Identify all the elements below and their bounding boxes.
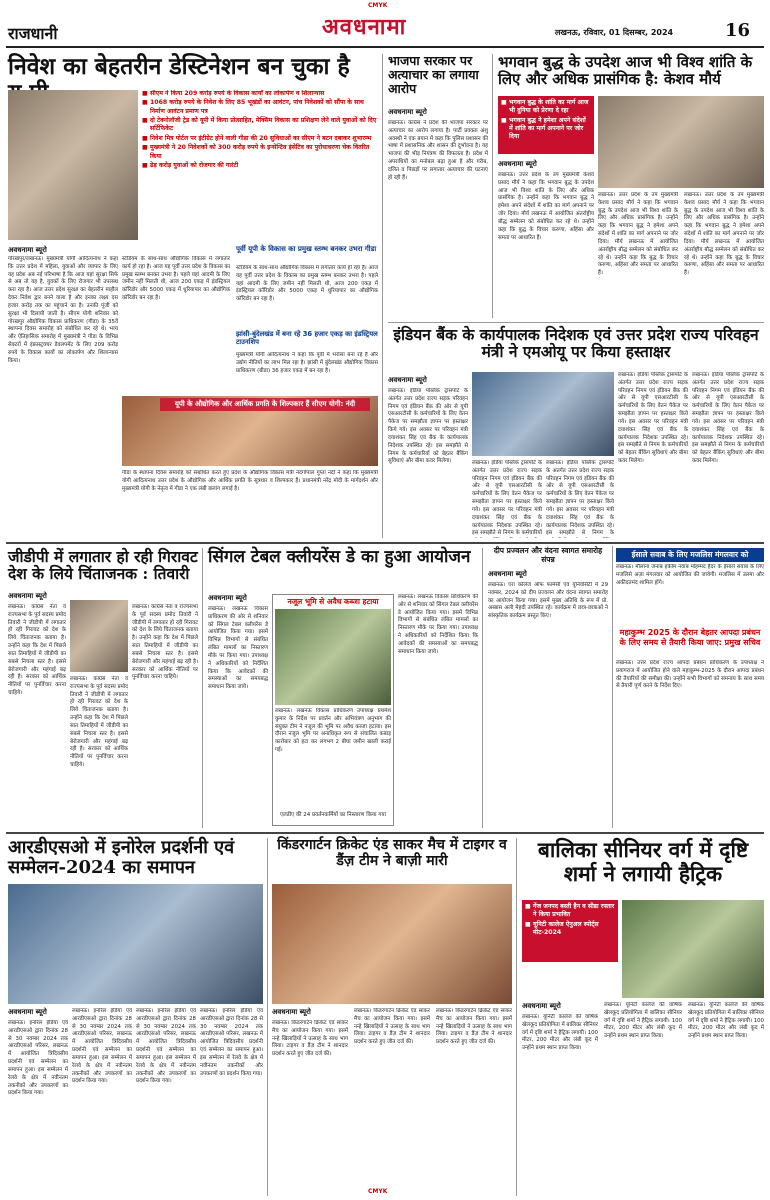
art1-bullet: ■ 1068 करोड़ रुपये के निवेश के लिए 85 भूखंडों का आवंटन, पांच निवेशकों को सौंपा के साथ निर्माण आवंटन प्रमाण पत्र	[142, 99, 378, 116]
art8-headline: ईसाले सवाब के लिए मजलिस मंगलवार को	[616, 548, 764, 562]
art11-body-col2: लखनऊ। यूनिटी कालेज की वार्षिक खेलकूद प्रतियोगिता में बालिका सीनियर वर्ग में दृष्टि शर्मा ने हैट्रिक लगायी। 100 मीटर, 200 मीटर और लंबी कूद में उन्होंने प्रथम स्थान प्राप्त किया।	[604, 1002, 682, 1040]
art1-bullet: ■ ढेड़ करोड़ युवाओं को रोजगार की गारंटी	[142, 162, 378, 170]
art5-headline: जीडीपी में लगातार हो रही गिरावट देश के लिये चिंताजनक : तिवारी	[8, 547, 198, 584]
art3-photo	[598, 96, 764, 188]
art4-photo	[472, 372, 614, 456]
art1-sub3-text: गीडा के स्थापना दिवस समारोह को संबोधित करते हुए प्रदेश के औद्योगिक विकास मंत्री नंदगोपाल गुप्ता नंदी ने कहा कि मुख्यमंत्री योगी आदित्यनाथ उत्तर प्रदेश के औद्योगिक और आर्थिक प्रगति के सूत्रधार व शिल्पकार हैं। प्रधानमंत्री नरेंद्र मोदी के मार्गदर्शन और मुख्यमंत्री योगी के नेतृत्व में गीडा ने एक लंबी छलांग लगाई है।	[122, 470, 378, 492]
art1-body: गोरखपुर/लखनऊ। मुख्यमंत्री योगी आदित्यनाथ ने कहा कि उत्तर प्रदेश में महिला, युवाओं और व्यापार के लिए यह प्रदेश अब नई परिभाषा है कि आज यहां सुरक्षा सिर्फ से अब तो यह है, युवकों के लिए रोजगार भी उपलब्ध करा रहा है। आज उत्तर प्रदेश सुरक्षा का बेहतरीन माहौल देकर निवेश द्वार बनने वाला है और इनका लक्ष्य दस हजार करोड़ तक का पहुंचाने का है। उनकी पूंजी को सुरक्षा भी दिलायी जाती है। सीएम योगी शनिवार को गोरखपुर औद्योगिक विकास प्राधिकरण (गीडा) के 35वें स्थापना दिवस समारोह को संबोधित कर रहे थे। भव्य और ऐतिहासिक समारोह में मुख्यमंत्री ने गीडा के विभिन्न सेक्टरों में इंफ्रास्ट्रक्चर डेवलपमेंट के लिए 209 करोड़ रुपये के विकास कार्यों का लोकार्पण और शिलान्यास किया।	[8, 256, 118, 364]
divider	[202, 548, 203, 828]
art1-headline: निवेश का बेहतरीन डेस्टिनेशन बन चुका है	[8, 53, 350, 80]
page-number: 16	[725, 20, 751, 41]
art9-body-col3: लखनऊ। इनोरेल इंडिया एवं आरडीएसओ द्वारा दिनांक 28 से 30 नवम्बर 2024 तक आरडीएसओ परिसर, लखनऊ में आयोजित त्रिदिवसीय प्रदर्शनी एवं सम्मेलन का समापन हुआ। इस सम्मेलन में रेलवे के क्षेत्र में नवीनतम तकनीकों और उपकरणों का प्रदर्शन किया गया।	[136, 1008, 196, 1085]
art5-byline: अवधनामा ब्यूरो	[8, 592, 47, 600]
art9-headline: आरडीएसओ में इनोरेल प्रदर्शनी एवं सम्मेलन-2024 का समापन	[8, 837, 235, 879]
art2-byline: अवधनामा ब्यूरो	[388, 108, 427, 116]
art4-headline: इंडियन बैंक के कार्यपालक निदेशक एवं उत्तर प्रदेश राज्य परिवहन मंत्री ने एमओयू पर किया हस्ताक्षर	[393, 325, 759, 362]
cmyk-bottom: CMYK	[368, 1188, 388, 1195]
art3-body-col2: लखनऊ। उत्तर प्रदेश के उप मुख्यमंत्री केशव प्रसाद मौर्य ने कहा कि भगवान बुद्ध के उपदेश आज भी विश्व शांति के लिए और अधिक प्रासंगिक है। उन्होंने कहा कि भगवान बुद्ध ने हमेशा अपने संदेशों में शांति का मार्ग अपनाने पर जोर दिया। मौर्य लखनऊ में आयोजित अंतर्राष्ट्रीय बौद्ध सम्मेलन को संबोधित कर रहे थे। उन्होंने कहा कि बुद्ध के विचार करुणा, अहिंसा और समता पर आधारित हैं।	[598, 192, 678, 277]
art4-body-col3: लखनऊ। इंडिया पब्लिक ट्रांसपोर्ट के अंतर्गत उत्तर प्रदेश राज्य सड़क परिवहन निगम एवं इंडियन बैंक की ओर से यूपी एसआरटीसी के कर्मचारियों के लिए वेतन पैकेज पर समझौता ज्ञापन पर हस्ताक्षर किये गये। इस अवसर पर परिवहन मंत्री दयाशंकर सिंह एवं बैंक के कार्यपालक निदेशक उपस्थित रहे। इस समझौते से निगम के	[546, 460, 614, 537]
logo: अवधनामा	[322, 14, 407, 40]
art9-body-col2: लखनऊ। इनोरेल इंडिया एवं आरडीएसओ द्वारा दिनांक 28 से 30 नवम्बर 2024 तक आरडीएसओ परिसर, लखनऊ में आयोजित त्रिदिवसीय प्रदर्शनी एवं सम्मेलन का समापन हुआ। इस सम्मेलन में रेलवे के क्षेत्र में नवीनतम तकनीकों और उपकरणों का प्रदर्शन किया गया।	[72, 1008, 132, 1085]
art7-body: लखनऊ। एरा कॉलेज ऑफ फार्मेसी एवं यूनिवर्सिटी में 29 नवम्बर, 2024 को दीप प्रज्वलन और वंदना स्वागत समारोह का आयोजन किया गया। इसमें मुख्य अतिथि के रूप में प्रो. अब्बास अली मेहदी उपस्थित रहे। कार्यक्रम में छात्र-छात्राओं ने सांस्कृतिक कार्यक्रम प्रस्तुत किए।	[488, 582, 608, 620]
art5-body: लखनऊ। कांग्रेस नेता व राज्यसभा के पूर्व सदस्य प्रमोद तिवारी ने जीडीपी में लगातार हो रही गिरावट को देश के लिये चिंताजनक बताया है। उन्होंने कहा कि देश में पिछले सात तिमाहियों में जीडीपी का सबसे निचला स्तर है। इससे बेरोजगारी और महंगाई बढ़ रही है। सरकार को आर्थिक नीतियों पर पुनर्विचार करना चाहिये।	[8, 604, 66, 697]
art5-photo	[70, 600, 128, 672]
art4-body-col4: लखनऊ। इंडिया पब्लिक ट्रांसपोर्ट के अंतर्गत उत्तर प्रदेश राज्य सड़क परिवहन निगम एवं इंडियन बैंक की ओर से यूपी एसआरटीसी के कर्मचारियों के लिए वेतन पैकेज पर समझौता ज्ञापन पर हस्ताक्षर किये गये। इस अवसर पर परिवहन मंत्री दयाशंकर सिंह एवं बैंक के कार्यपालक निदेशक उपस्थित रहे। इस समझौते से निगम के कर्मचारियों को बेहतर बैंकिंग सुविधाएं और बीमा कवर मिलेगा।	[618, 372, 688, 465]
art11-photo	[622, 900, 764, 998]
art6-box-caption: एलडीए की 24 प्रवर्तनकर्मियों का निस्तारण किया गया	[279, 812, 387, 818]
art6-body-col3: लखनऊ। लखनऊ विकास प्राधिकरण की ओर से शनिवार को सिंगल टेबल क्लीयरेंस डे आयोजित किया गया। इसमें विभिन्न विभागों से संबंधित लंबित मामलों का निस्तारण मौके पर किया गया। उपाध्यक्ष ने अधिकारियों को निर्देशित किया कि आवेदकों की समस्याओं का समयबद्ध समाधान किया जाये।	[398, 594, 478, 655]
art8-text: लखनऊ। मौलाना जनाब हकीम नवाब मोहम्मद हैदर के ईसाले सवाब के लिए मजलिसे अज़ा मंगलवार को आयोजित की जायेगी। मजलिस में उलमा और अकीदतमंद शामिल होंगे।	[616, 564, 764, 586]
art3-bullet: ■ भगवान बुद्ध के शांति का मार्ग आज भी दुनिया को प्रेरणा दे रहा	[501, 99, 591, 116]
art1-bullet: ■ मुख्यमंत्री ने 20 निवेशकों को 300 करोड़ रुपये के इन्सेन्टिव इंसेटिव का पुरोधाधरणा चेक वितरित किया	[142, 144, 378, 161]
art3-byline: अवधनामा ब्यूरो	[498, 160, 537, 168]
art10-byline: अवधनामा ब्यूरो	[272, 1008, 311, 1016]
art9-body-col4: लखनऊ। इनोरेल इंडिया एवं आरडीएसओ द्वारा दिनांक 28 से 30 नवम्बर 2024 तक आरडीएसओ परिसर, लखनऊ में आयोजित त्रिदिवसीय प्रदर्शनी एवं सम्मेलन का समापन हुआ। इस सम्मेलन में रेलवे के क्षेत्र में नवीनतम तकनीकों और उपकरणों का प्रदर्शन किया गया।	[200, 1008, 263, 1077]
art11-headline: बालिका सीनियर वर्ग में दृष्टि शर्मा ने लगायी हैट्रिक	[537, 837, 749, 886]
art1-bullets	[142, 90, 378, 240]
art5-body-col3: लखनऊ। कांग्रेस नेता व राज्यसभा के पूर्व सदस्य प्रमोद तिवारी ने जीडीपी में लगातार हो रही गिरावट को देश के लिये चिंताजनक बताया है। उन्होंने कहा कि देश में पिछले सात तिमाहियों में जीडीपी का सबसे निचला स्तर है। इससे बेरोजगारी और महंगाई बढ़ रही है। सरकार को आर्थिक नीतियों पर पुनर्विचार करना चाहिये।	[132, 604, 198, 681]
art8-headline2: महाकुम्भ 2025 के दौरान बेहतर आपदा प्रबंधन के लिए समय से तैयारी किया जाए: प्रमुख सचिव	[619, 628, 761, 647]
divider	[388, 322, 764, 323]
art2-body: लखनऊ। कांग्रेस ने प्रदेश की भाजपा सरकार पर अत्याचार का आरोप लगाया है। पार्टी प्रवक्ता अंशु अवस्थी ने एक बयान में कहा कि पुलिस प्रशासन की भाषा में प्रशासनिक और शासन की दुर्भावना है। यह भाजपा की भीड़ नियंत्रण की विफलता है। प्रदेश में अपराधियों का मनोबल बढ़ा हुआ है और गरीब, दलित व पिछड़ों पर लगातार अत्याचार की घटनाएं हो रही हैं।	[388, 120, 488, 181]
art1-sub2-text: मुख्यमंत्री योगी आदित्यनाथ ने कहा कि पूर्वी में भरोसा बना रहे हैं और उद्योग नीतियों का लाभ मिल रहा है। झांसी में बुंदेलखंड औद्योगिक विकास प्राधिकरण (बीडा) 36 हजार एकड़ में बन रहा है।	[236, 352, 378, 374]
art6-headline: सिंगल टेबल क्लीयरेंस डे का हुआ आयोजन	[208, 547, 471, 567]
art1-bullet: ■ निवेश मित्र पोर्टल पर इंटीग्रेट होने वाली गीडा की 20 सुविधाओं का सीएम ने बटन दबाकर शुभारम्भ	[142, 135, 378, 143]
art7-byline: अवधनामा ब्यूरो	[488, 570, 527, 578]
art9-body: लखनऊ। इनोरेल इंडिया एवं आरडीएसओ द्वारा दिनांक 28 से 30 नवम्बर 2024 तक आरडीएसओ परिसर, लखनऊ में आयोजित त्रिदिवसीय प्रदर्शनी एवं सम्मेलन का समापन हुआ। इस सम्मेलन में रेलवे के क्षेत्र में नवीनतम तकनीकों और उपकरणों का प्रदर्शन किया गया।	[8, 1020, 68, 1097]
art6-body: लखनऊ। लखनऊ विकास प्राधिकरण की ओर से शनिवार को सिंगल टेबल क्लीयरेंस डे आयोजित किया गया। इसमें विभिन्न विभागों से संबंधित लंबित मामलों का निस्तारण मौके पर किया गया। उपाध्यक्ष ने अधिकारियों को निर्देशित किया कि आवेदकों की समस्याओं का समयबद्ध समाधान किया जाये।	[208, 606, 268, 691]
art6-box	[272, 594, 394, 826]
masthead-rule	[6, 46, 764, 48]
cmyk-top: CMYK	[368, 2, 388, 9]
art3-body-col3: लखनऊ। उत्तर प्रदेश के उप मुख्यमंत्री केशव प्रसाद मौर्य ने कहा कि भगवान बुद्ध के उपदेश आज भी विश्व शांति के लिए और अधिक प्रासंगिक है। उन्होंने कहा कि भगवान बुद्ध ने हमेशा अपने संदेशों में शांति का मार्ग अपनाने पर जोर दिया। मौर्य लखनऊ में आयोजित अंतर्राष्ट्रीय बौद्ध सम्मेलन को संबोधित कर रहे थे। उन्होंने कहा कि बुद्ध के विचार करुणा, अहिंसा और समता पर आधारित हैं।	[684, 192, 764, 277]
art11-body-col3: लखनऊ। यूनिटी कालेज की वार्षिक खेलकूद प्रतियोगिता में बालिका सीनियर वर्ग में दृष्टि शर्मा ने हैट्रिक लगायी। 100 मीटर, 200 मीटर और लंबी कूद में उन्होंने प्रथम स्थान प्राप्त किया।	[688, 1002, 764, 1040]
art6-box-photo	[275, 609, 391, 705]
art5-body-col2: लखनऊ। कांग्रेस नेता व राज्यसभा के पूर्व सदस्य प्रमोद तिवारी ने जीडीपी में लगातार हो रही गिरावट को देश के लिये चिंताजनक बताया है। उन्होंने कहा कि देश में पिछले सात तिमाहियों में जीडीपी का सबसे निचला स्तर है। इससे बेरोजगारी और महंगाई बढ़ रही है। सरकार को आर्थिक नीतियों पर पुनर्विचार करना चाहिये।	[70, 676, 128, 769]
divider	[382, 54, 383, 538]
art3-bullet: ■ भगवान बुद्ध ने हमेशा अपने संदेशों में शांति का मार्ग अपनाने पर जोर दिया	[501, 117, 591, 142]
divider	[516, 838, 517, 1196]
art1-bullet: ■ दो टेक्नोलॉजी ट्रेड को यूपी में किया प्रोत्साहित, मेक्सिम विकास का प्रशिक्षण लेने वाले युवाओं को दिए सर्टिफिकेट	[142, 117, 378, 134]
art1-body-mid: स्टेडियम के साथ-साथ औद्योगिक विकास में लगातार कार्य हो रहा है। आज यह पूर्वी उत्तर प्रदेश के विकास का प्रमुख स्तम्भ बनकर उभरा है। पहले यहां आदमी के लिए जमीन नहीं मिलती थी, आज 200 एकड़ में इंडस्ट्रियल कॉरिडोर और 5000 एकड़ में धुरियापार का औद्योगिक कॉरिडोर बन रहा है।	[122, 256, 230, 302]
divider	[6, 832, 764, 834]
art11-body: लखनऊ। यूनिटी कालेज की वार्षिक खेलकूद प्रतियोगिता में बालिका सीनियर वर्ग में दृष्टि शर्मा ने हैट्रिक लगायी। 100 मीटर, 200 मीटर और लंबी कूद में उन्होंने प्रथम स्थान प्राप्त किया।	[522, 1014, 598, 1052]
divider	[612, 546, 613, 828]
art3-headline: भगवान बुद्ध के उपदेश आज भी विश्व शांति के लिए और अधिक प्रासंगिक है: केशव मौर्य	[498, 53, 753, 88]
art10-body: लखनऊ। किंडरगार्टन क्रिकेट एंड साकर मैच का आयोजन किया गया। इसमें नन्हे खिलाड़ियों ने उत्साह के साथ भाग लिया। टाइगर व डैंज़ टीम ने शानदार प्रदर्शन करते हुए जीत दर्ज की।	[272, 1020, 348, 1058]
art10-body-col2: लखनऊ। किंडरगार्टन क्रिकेट एंड साकर मैच का आयोजन किया गया। इसमें नन्हे खिलाड़ियों ने उत्साह के साथ भाग लिया। टाइगर व डैंज़ टीम ने शानदार प्रदर्शन करते हुए जीत दर्ज की।	[354, 1008, 430, 1046]
art10-headline: किंडरगार्टन क्रिकेट एंड साकर मैच में टाइगर व डैंज़ टीम ने बाज़ी मारी	[277, 837, 507, 869]
art1-bullet: ■ सीएम ने किया 209 करोड़ रुपये के विकास कार्यों का लोकार्पण व शिलान्यास	[142, 90, 378, 98]
section-label: राजधानी	[8, 24, 58, 43]
art7-sub: दीप प्रज्वलन और वंदना स्वागत समारोह संपन्न	[493, 546, 603, 565]
art1-sub2: झांसी-बुंदेलखंड में बना रहे 36 हजार एकड़ का इंडस्ट्रियल टाउनशिप	[236, 330, 378, 347]
art11-bullets-box	[522, 900, 618, 962]
art11-bullet: ■ गेंज जनपद बस्ती हैन व सीडा रफ्तार ने किया प्रभावित	[525, 903, 615, 920]
art3-bullets-box	[498, 96, 594, 154]
art6-box-text: लखनऊ। लखनऊ विकास प्राधिकरण उपाध्यक्ष प्रथमेश कुमार के निर्देश पर प्रवर्तन और अभियंत्रण अनुभाग की संयुक्त टीम ने नजूल की भूमि पर अवैध कब्जा हटाया। इस दौरान नजूल भूमि पर अनाधिकृत रूप से संचालित कबाड़ कारोबार को हटा कर लगभग 2 बीघा जमीन खाली कराई गई।	[275, 708, 391, 754]
divider	[492, 54, 493, 318]
art1-sub1-text: स्टेडियम के साथ-साथ औद्योगिक विकास में लगातार कार्य हो रहा है। आज यह पूर्वी उत्तर प्रदेश के विकास का प्रमुख स्तम्भ बनकर उभरा है। पहले यहां आदमी के लिए जमीन नहीं मिलती थी, आज 200 एकड़ में इंडस्ट्रियल कॉरिडोर और 5000 एकड़ में धुरियापार का औद्योगिक कॉरिडोर बन रहा है।	[236, 265, 378, 303]
dateline: लखनऊ, रविवार, 01 दिसम्बर, 2024	[555, 28, 674, 37]
art4-body-col2: लखनऊ। इंडिया पब्लिक ट्रांसपोर्ट के अंतर्गत उत्तर प्रदेश राज्य सड़क परिवहन निगम एवं इंडियन बैंक की ओर से यूपी एसआरटीसी के कर्मचारियों के लिए वेतन पैकेज पर समझौता ज्ञापन पर हस्ताक्षर किये गये। इस अवसर पर परिवहन मंत्री दयाशंकर सिंह एवं बैंक के कार्यपालक निदेशक उपस्थित रहे। इस समझौते से निगम के कर्मचारियों	[472, 460, 542, 537]
divider	[267, 838, 268, 1196]
art4-body-col5: लखनऊ। इंडिया पब्लिक ट्रांसपोर्ट के अंतर्गत उत्तर प्रदेश राज्य सड़क परिवहन निगम एवं इंडियन बैंक की ओर से यूपी एसआरटीसी के कर्मचारियों के लिए वेतन पैकेज पर समझौता ज्ञापन पर हस्ताक्षर किये गये। इस अवसर पर परिवहन मंत्री दयाशंकर सिंह एवं बैंक के कार्यपालक निदेशक उपस्थित रहे। इस समझौते से निगम के कर्मचारियों को बेहतर बैंकिंग सुविधाएं और बीमा कवर मिलेगा।	[692, 372, 764, 465]
art2-headline: भाजपा सरकार पर अत्याचार का लगाया आरोप	[388, 53, 479, 96]
divider	[482, 548, 483, 828]
art4-byline: अवधनामा ब्यूरो	[388, 376, 427, 384]
art1-byline: अवधनामा ब्यूरो	[8, 246, 47, 254]
art11-bullet: ■ यूनिटी कालेज ऐनुअल स्पोर्ट्स मीट-2024	[525, 921, 615, 938]
art10-body-col3: लखनऊ। किंडरगार्टन क्रिकेट एंड साकर मैच का आयोजन किया गया। इसमें नन्हे खिलाड़ियों ने उत्साह के साथ भाग लिया। टाइगर व डैंज़ टीम ने शानदार प्रदर्शन करते हुए जीत दर्ज की।	[436, 1008, 512, 1046]
art1-sub3: यूपी के औद्योगिक और आर्थिक प्रगति के शिल्पकार हैं सीएम योगी: नंदी	[160, 398, 370, 411]
art9-byline: अवधनामा ब्यूरो	[8, 1008, 47, 1016]
art6-box-title: नजूल भूमि से अवैध कब्जा हटाया	[287, 597, 379, 606]
divider	[6, 542, 764, 544]
art9-photo	[8, 884, 263, 1004]
art11-byline: अवधनामा ब्यूरो	[522, 1002, 561, 1010]
art10-photo	[272, 884, 512, 1004]
art1-sub1: पूर्वी यूपी के विकास का प्रमुख स्तम्भ बनकर उभरा गीडा	[236, 245, 377, 253]
art3-body: लखनऊ। उत्तर प्रदेश के उप मुख्यमंत्री केशव प्रसाद मौर्य ने कहा कि भगवान बुद्ध के उपदेश आज भी विश्व शांति के लिए और अधिक प्रासंगिक है। उन्होंने कहा कि भगवान बुद्ध ने हमेशा अपने संदेशों में शांति का मार्ग अपनाने पर जोर दिया। मौर्य लखनऊ में आयोजित अंतर्राष्ट्रीय बौद्ध सम्मेलन को संबोधित कर रहे थे। उन्होंने कहा कि बुद्ध के विचार करुणा, अहिंसा और समता पर आधारित हैं।	[498, 172, 594, 241]
art6-byline: अवधनामा ब्यूरो	[208, 594, 247, 602]
art4-body: लखनऊ। इंडिया पब्लिक ट्रांसपोर्ट के अंतर्गत उत्तर प्रदेश राज्य सड़क परिवहन निगम एवं इंडियन बैंक की ओर से यूपी एसआरटीसी के कर्मचारियों के लिए वेतन पैकेज पर समझौता ज्ञापन पर हस्ताक्षर किये गये। इस अवसर पर परिवहन मंत्री दयाशंकर सिंह एवं बैंक के कार्यपालक निदेशक उपस्थित रहे। इस समझौते से निगम के कर्मचारियों को बेहतर बैंकिंग सुविधाएं और बीमा कवर मिलेगा।	[388, 388, 468, 465]
art8-text2: लखनऊ। उत्तर प्रदेश राज्य आपदा प्रबंधन प्राधिकरण के उपाध्यक्ष ने प्रयागराज में आयोजित होने वाले महाकुम्भ-2025 के दौरान आपदा प्रबंधन की तैयारियों की समीक्षा की। उन्होंने सभी विभागों को समन्वय के साथ समय से तैयारी पूर्ण करने के निर्देश दिए।	[616, 660, 764, 690]
art1-photo	[8, 90, 138, 240]
